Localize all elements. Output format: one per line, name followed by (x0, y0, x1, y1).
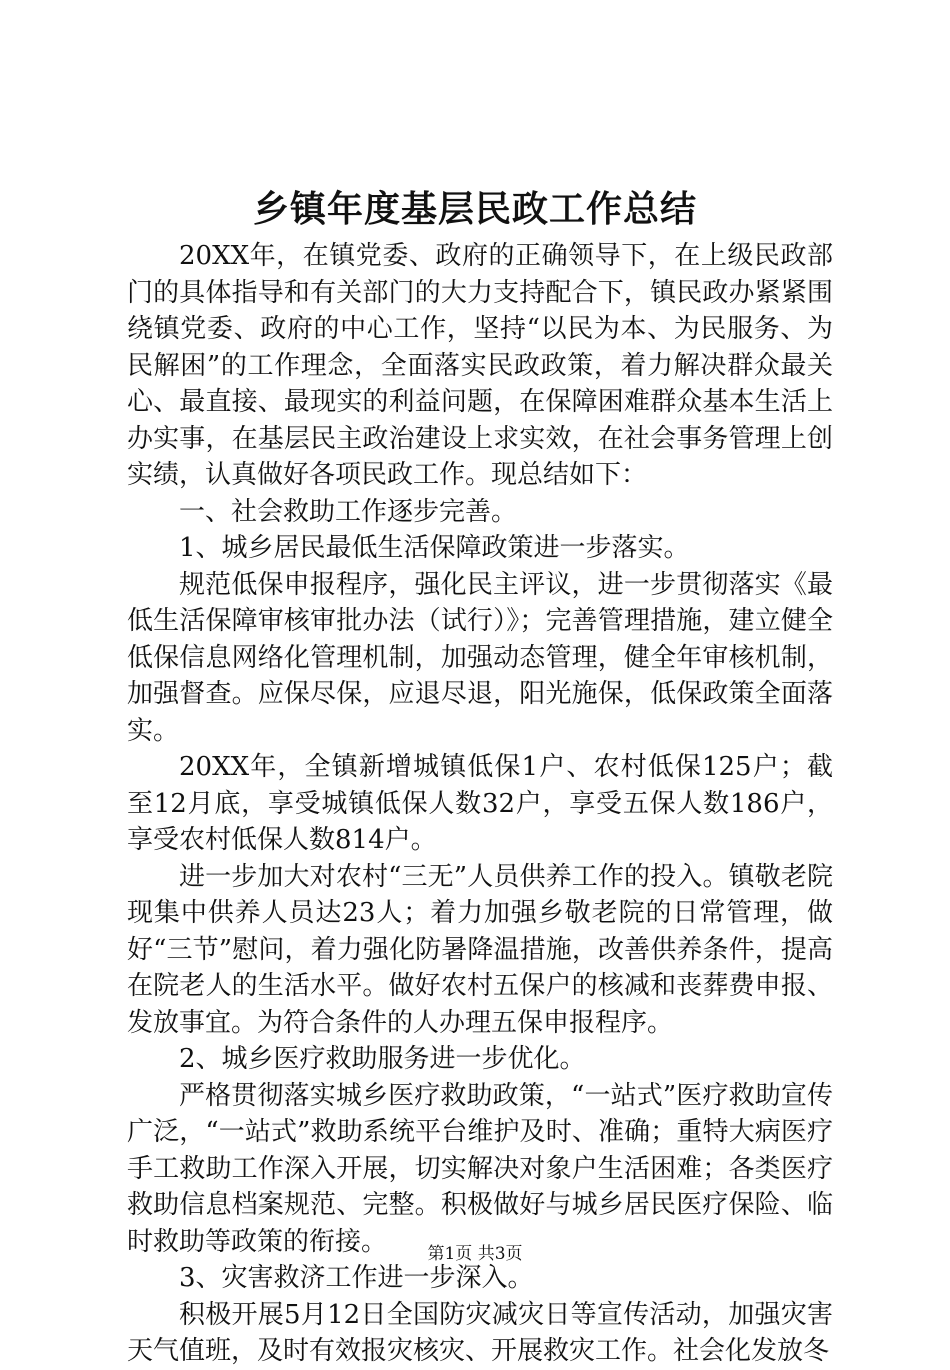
paragraph-medical-aid: 严格贯彻落实城乡医疗救助政策，“一站式”医疗救助宣传广泛，“一站式”救助系统平台维护及时、准确；重特大病医疗手工救助工作深入开展，切实解决对象户生活困难；各类医疗救助信息档案规范、完整。积极做好与城乡居民医疗保险、临时救助等政策的衔接。 (127, 1080, 833, 1257)
document-title: 乡镇年度基层民政工作总结 (252, 188, 697, 230)
paragraph-intro: 20XX年，在镇党委、政府的正确领导下，在上级民政部门的具体指导和有关部门的大力支持配合下，镇民政办紧紧围绕镇党委、政府的中心工作，坚持“以民为本、为民服务、为民解困”的工作理念，全面落实民政政策，着力解决群众最关心、最直接、最现实的利益问题，在保障困难群众基本生活上办实事，在基层民主政治建设上求实效，在社会事务管理上创实绩，认真做好各项民政工作。现总结如下： (127, 241, 833, 490)
paragraph-nursing-home: 进一步加大对农村“三无”人员供养工作的投入。镇敬老院现集中供养人员达23人；着力加强乡敬老院的日常管理，做好“三节”慰问，着力强化防暑降温措施，改善供养条件，提高在院老人的生活水平。做好农村五保户的核减和丧葬费申报、发放事宜。为符合条件的人办理五保申报程序。 (127, 861, 833, 1038)
subsection-heading-1: 1、城乡居民最低生活保障政策进一步落实。 (179, 533, 690, 563)
paragraph-low-income-policy: 规范低保申报程序，强化民主评议，进一步贯彻落实《最低生活保障审核审批办法（试行）》；完善管理措施，建立健全低保信息网络化管理机制，加强动态管理，健全年审核机制，加强督查。应保尽保，应退尽退，阳光施保，低保政策全面落实。 (127, 569, 833, 746)
subsection-heading-3: 3、灾害救济工作进一步深入。 (179, 1263, 534, 1293)
document-body (127, 238, 833, 1370)
paragraph-low-income-statistics: 20XX年，全镇新增城镇低保1户、农村低保125户；截至12月底，享受城镇低保人数32户，享受五保人数186户，享受农村低保人数814户。 (127, 752, 833, 855)
page-footer: 第1页 共3页 (427, 1244, 523, 1264)
subsection-heading-2: 2、城乡医疗救助服务进一步优化。 (179, 1044, 586, 1074)
section-heading-1: 一、社会救助工作逐步完善。 (179, 496, 518, 527)
paragraph-disaster-relief: 积极开展5月12日全国防灾减灾日等宣传活动，加强灾害天气值班，及时有效报灾核灾、开展救灾工作。社会化发放冬 (127, 1299, 833, 1366)
